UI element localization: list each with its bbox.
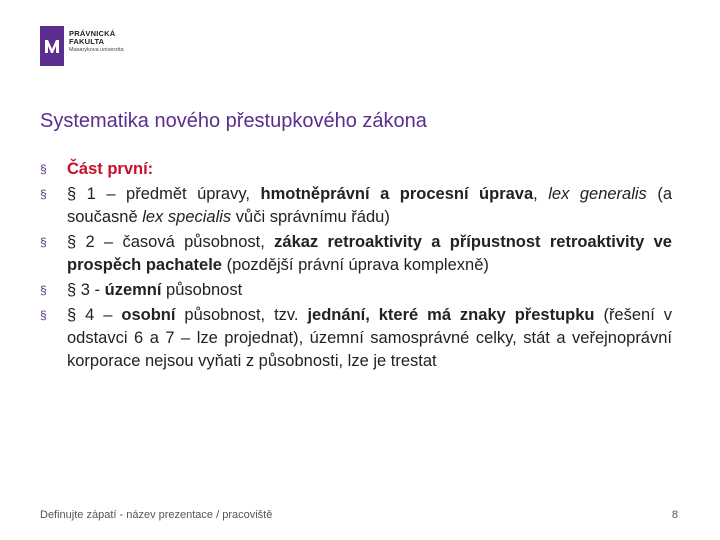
section-heading: Část první: [67,160,154,178]
bullet-icon: § [40,283,47,297]
list-item [40,183,672,229]
bold-segment: územní [104,281,162,299]
logo-text [69,30,124,54]
text-segment: působnost, tzv. [175,306,308,324]
bullet-list [40,158,672,373]
logo-line-faculty: PRÁVNICKÁ [69,29,116,38]
bold-segment: osobní [121,306,176,324]
text-segment: působnost [161,281,243,299]
text-segment: § 4 – [67,306,122,324]
bold-segment: jednání, které má znaky přestupku [307,306,595,324]
footer-text: Definujte zápatí - název prezentace / pracoviště [40,509,273,521]
list-item [40,279,672,302]
text-segment: (řešení v odstavci 6 a 7 – lze projednat), územní samosprávné celky, stát a veřejnoprávní korporace nejsou vyňati z působnosti, lze je trestat [67,306,672,370]
list-item [40,304,672,373]
text-segment: § 1 – předmět úpravy, [67,185,261,203]
bold-segment: hmotněprávní a procesní úprava [260,185,534,203]
list-item [40,158,672,181]
bullet-icon: § [40,308,47,322]
bullet-icon: § [40,187,47,201]
text-segment: (pozdější právní úprava komplexně) [221,256,489,274]
italic-segment: lex specialis [142,208,232,226]
bullet-icon: § [40,235,47,249]
bold-segment: zákaz retroaktivity a přípustnost retroaktivity ve prospěch pachatele [67,233,672,274]
page-number: 8 [671,509,678,521]
text-segment: vůči správnímu řádu) [231,208,390,226]
logo-line-university: Masarykova univerzita [69,46,124,53]
logo-line-faculty-2: FAKULTA [69,36,105,46]
text-segment: (a současně [67,185,672,226]
faculty-logo [40,26,124,66]
text-segment: § 2 – časová působnost, [67,233,275,251]
bullet-icon: § [40,162,47,176]
text-segment: , [533,185,549,203]
slide-title: Systematika nového přestupkového zákona [40,110,427,132]
list-item [40,231,672,277]
text-segment: § 3 - [67,281,105,299]
slide-content [40,158,672,375]
italic-segment: lex generalis [548,185,647,203]
logo-mark-icon [40,26,64,66]
